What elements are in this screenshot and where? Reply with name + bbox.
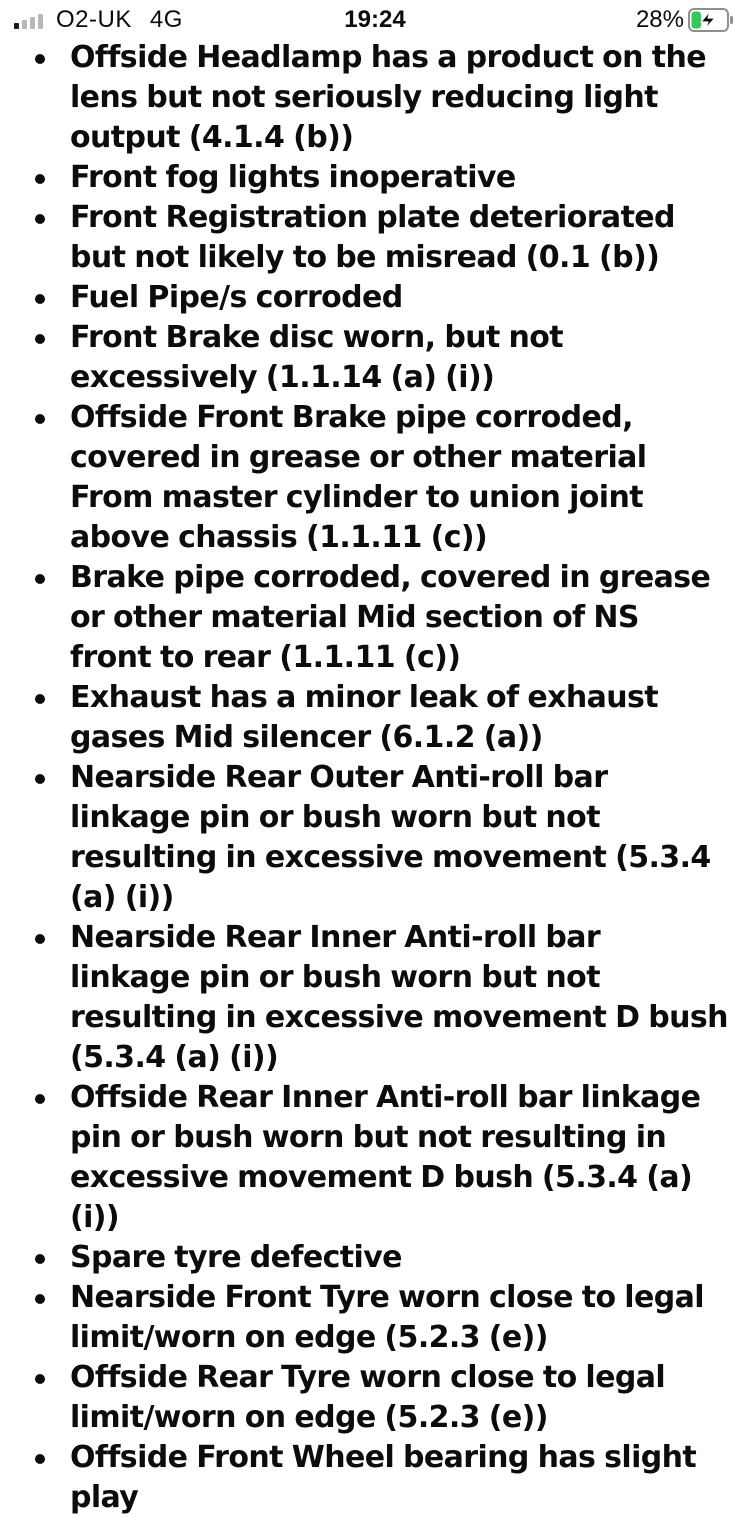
defect-text: Front fog lights inoperative (70, 160, 516, 195)
bullet-icon (35, 1294, 45, 1304)
defect-text: Spare tyre defective (70, 1240, 402, 1275)
defect-item (0, 1078, 750, 1238)
battery-percentage: 28% (635, 6, 684, 33)
bullet-icon (35, 1254, 45, 1264)
bullet-icon (35, 334, 45, 344)
defect-item (0, 918, 750, 1078)
defect-text: Offside Rear Tyre worn close to legal limit/worn on edge (5.2.3 (e)) (70, 1360, 666, 1435)
defect-item (0, 558, 750, 678)
defect-item (0, 758, 750, 918)
bullet-icon (35, 414, 45, 424)
defect-item (0, 38, 750, 158)
defect-text: Nearside Front Tyre worn close to legal limit/worn on edge (5.2.3 (e)) (70, 1280, 704, 1355)
defect-item (0, 1438, 750, 1518)
defect-item (0, 158, 750, 198)
status-bar (0, 0, 750, 40)
defect-text: Offside Headlamp has a product on the lens but not seriously reducing light output (4.1.4 (b)) (70, 40, 707, 155)
bullet-icon (35, 934, 45, 944)
defect-item (0, 198, 750, 278)
defect-text: Offside Front Brake pipe corroded, covered in grease or other material From master cylinder to union joint above chassis (1.1.11 (c)) (70, 400, 647, 555)
defect-list (0, 38, 750, 1518)
bullet-icon (35, 214, 45, 224)
bullet-icon (35, 1094, 45, 1104)
bullet-icon (35, 574, 45, 584)
defect-text: Front Brake disc worn, but not excessively (1.1.14 (a) (i)) (70, 320, 564, 395)
battery-charging-icon (688, 8, 734, 32)
defect-text: Fuel Pipe/s corroded (70, 280, 403, 315)
bullet-icon (35, 294, 45, 304)
defect-item (0, 398, 750, 558)
defect-text: Brake pipe corroded, covered in grease or other material Mid section of NS front to rear (1.1.11 (c)) (70, 560, 711, 675)
bullet-icon (35, 694, 45, 704)
defect-item (0, 1358, 750, 1438)
status-time: 19:24 (344, 6, 406, 33)
defect-text: Offside Front Wheel bearing has slight play (70, 1440, 697, 1515)
defect-text: Nearside Rear Inner Anti-roll bar linkage pin or bush worn but not resulting in excessive movement D bush (5.3.4 (a) (i)) (70, 920, 728, 1075)
bullet-icon (35, 1454, 45, 1464)
network-type: 4G (149, 6, 183, 33)
defect-item (0, 278, 750, 318)
defect-text: Offside Rear Inner Anti-roll bar linkage pin or bush worn but not resulting in excessive movement D bush (5.3.4 (a) (i)) (70, 1080, 701, 1235)
defect-item (0, 678, 750, 758)
bullet-icon (35, 54, 45, 64)
defect-text: Front Registration plate deteriorated but not likely to be misread (0.1 (b)) (70, 200, 675, 275)
defect-text: Exhaust has a minor leak of exhaust gases Mid silencer (6.1.2 (a)) (70, 680, 659, 755)
defect-text: Nearside Rear Outer Anti-roll bar linkage pin or bush worn but not resulting in excessive movement (5.3.4 (a) (i)) (70, 760, 711, 915)
defect-item (0, 318, 750, 398)
bullet-icon (35, 1374, 45, 1384)
bullet-icon (35, 774, 45, 784)
defect-item (0, 1278, 750, 1358)
bullet-icon (35, 174, 45, 184)
carrier-name: O2-UK (56, 6, 132, 33)
defect-item (0, 1238, 750, 1278)
